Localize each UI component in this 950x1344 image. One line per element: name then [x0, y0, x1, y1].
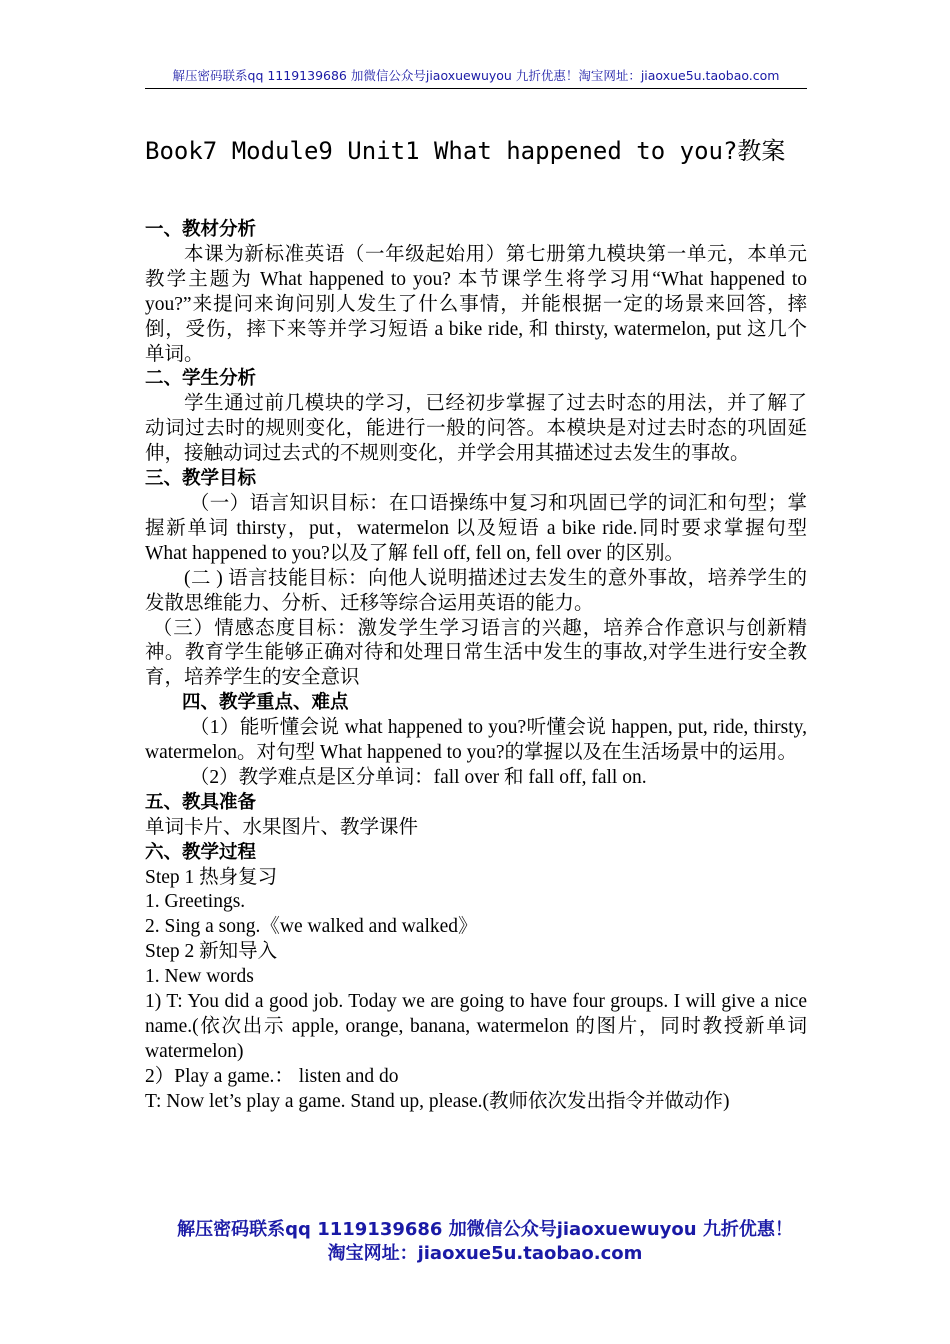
list-item: 2）Play a game.： listen and do	[145, 1065, 399, 1087]
section-heading-objectives: 三、教学目标	[145, 468, 257, 490]
paragraph: 学生通过前几模块的学习，已经初步掌握了过去时态的用法，并了解了动词过去时的规则变化，能进行一般的问答。本模块是对过去时态的巩固延伸，接触动词过去式的不规则变化，并学会用其描述过去发生的事故。	[145, 393, 807, 465]
list-item: T: Now let’s play a game. Stand up, please.(教师依次发出指令并做动作)	[145, 1090, 730, 1112]
footer-line: 淘宝网址：jiaoxue5u.taobao.com	[327, 1243, 643, 1264]
document-title: Book7 Module9 Unit1 What happened to you?教案	[145, 137, 786, 165]
page-footer	[145, 1218, 825, 1266]
paragraph: （三）情感态度目标：激发学生学习语言的兴趣，培养合作意识与创新精神。教育学生能够正确对待和处理日常生活中发生的事故,对学生进行安全教育，培养学生的安全意识	[145, 617, 807, 689]
list-item: 1) T: You did a good job. Today we are going to have four groups. I will give a nice name.(依次出示 apple, orange, banana, watermelon 的图片，同时教授新单词 watermelon)	[145, 991, 807, 1062]
footer-line: 解压密码联系qq 1119139686 加微信公众号jiaoxuewuyou 九折优惠！	[177, 1219, 793, 1240]
list-item: 2. Sing a song.《we walked and walked》	[145, 916, 478, 938]
page-header: 解压密码联系qq 1119139686 加微信公众号jiaoxuewuyou 九折优惠！淘宝网址：jiaoxue5u.taobao.com	[145, 66, 807, 89]
paragraph: （一）语言知识目标：在口语操练中复习和巩固已学的词汇和句型；掌握新单词 thirsty，put，watermelon 以及短语 a bike ride.同时要求掌握句型 What happened to you?以及了解 fell off, fell on, fell over 的区别。	[145, 492, 807, 564]
paragraph: 单词卡片、水果图片、教学课件	[145, 816, 419, 838]
section-heading-process: 六、教学过程	[145, 841, 257, 863]
list-item: 1. New words	[145, 966, 254, 988]
list-item: Step 1 热身复习	[145, 866, 278, 888]
paragraph: (二 ) 语言技能目标：向他人说明描述过去发生的意外事故，培养学生的发散思维能力、分析、迁移等综合运用英语的能力。	[145, 567, 807, 614]
document-body	[145, 218, 807, 1115]
paragraph: （1）能听懂会说 what happened to you?听懂会说 happen, put, ride, thirsty, watermelon。对句型 What happened to you?的掌握以及在生活场景中的运用。	[145, 717, 807, 764]
list-item: Step 2 新知导入	[145, 941, 278, 963]
list-item: 1. Greetings.	[145, 891, 246, 913]
section-heading-students: 二、学生分析	[145, 368, 257, 390]
section-heading-materials-prep: 五、教具准备	[145, 791, 257, 813]
section-heading-materials: 一、教材分析	[145, 219, 257, 240]
paragraph: （2）教学难点是区分单词：fall over 和 fall off, fall on.	[189, 766, 647, 788]
paragraph: 本课为新标准英语（一年级起始用）第七册第九模块第一单元，本单元教学主题为 What happened to you? 本节课学生将学习用“What happened to you?”来提问来询问别人发生了什么事情，并能根据一定的场景来回答，摔倒，受伤，摔下来等并学习短语 a bike ride, 和 thirsty, watermelon, put 这几个单词。	[145, 243, 807, 365]
section-heading-key-points: 四、教学重点、难点	[182, 692, 349, 714]
